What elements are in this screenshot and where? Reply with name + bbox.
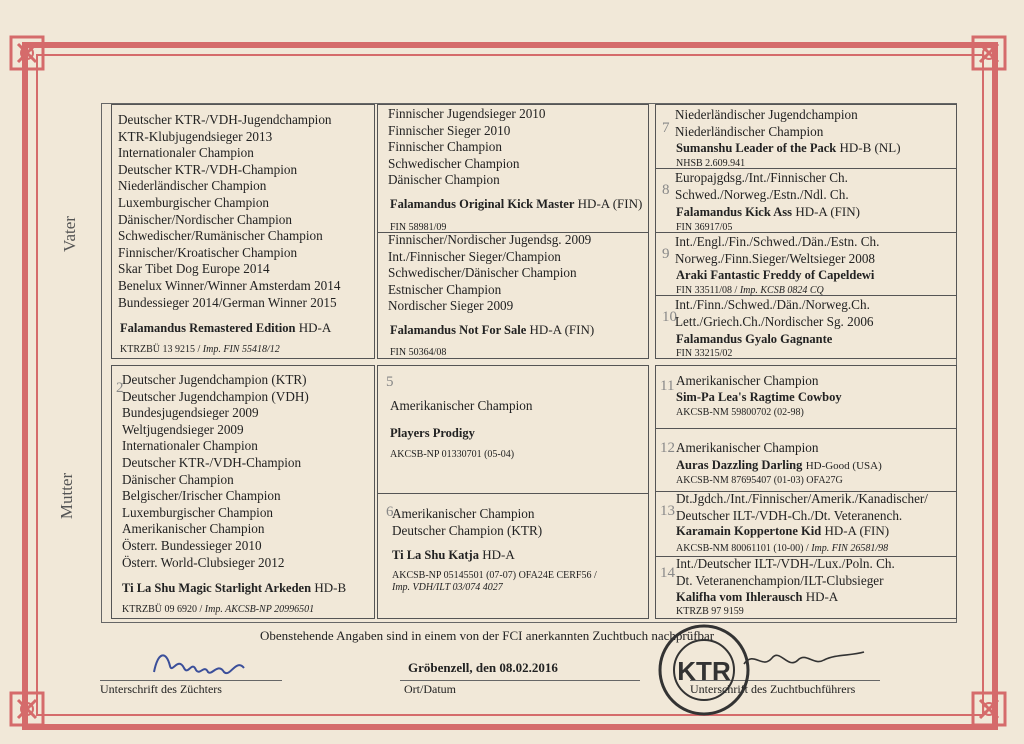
vm-titles [388, 232, 591, 315]
title-line: Amerikanischer Champion [676, 373, 819, 388]
hd-value: HD-Good (USA) [805, 460, 882, 472]
place-date: Gröbenzell, den 08.02.2016 [408, 660, 558, 675]
g8-titles [675, 170, 849, 203]
title-line: Dänischer/Nordischer Champion [118, 211, 292, 227]
dog-name: Sim-Pa Lea's Ragtime Cowboy [676, 390, 842, 404]
title-line: Finnischer Sieger 2010 [388, 122, 511, 138]
g7-name-line [676, 140, 901, 157]
divider [377, 493, 649, 494]
g11-name-line [676, 389, 842, 406]
title-line: Finnischer Champion [388, 139, 502, 155]
title-line: Schwed./Norweg./Estn./Ndl. Ch. [675, 186, 849, 202]
title-line: Dt. Veteranenchampion/ILT-Clubsieger [676, 572, 884, 588]
corner-ornament-icon [970, 690, 1008, 728]
corner-ornament-icon [970, 34, 1008, 72]
ancestor-number: 13 [660, 503, 675, 519]
title-line: Amerikanischer Champion [122, 521, 265, 537]
hd-value: HD-A (FIN) [577, 196, 643, 211]
dog-name: Ti La Shu Magic Starlight Arkeden [122, 581, 312, 595]
title-line: Schwedischer Champion [388, 155, 520, 171]
registration-number: AKCSB-NP 01330701 (05-04) [390, 449, 515, 460]
title-line: Deutscher Jugendchampion (KTR) [122, 372, 307, 387]
title-line: Weltjugendsieger 2009 [122, 421, 244, 437]
title-line: Amerikanischer Champion [676, 440, 819, 455]
hd-value: HD-A [805, 589, 839, 604]
mutter-registration [122, 602, 314, 619]
import-number: Imp. KCSB 0824 CQ [739, 285, 824, 296]
dog-name: Falamandus Remastered Edition [120, 321, 296, 335]
title-line: Bundessieger 2014/German Winner 2015 [118, 294, 337, 310]
signature-line [100, 680, 282, 681]
registration-number: AKCSB-NM 87695407 (01-03) OFA27G [676, 475, 843, 486]
registration-number: FIN 33215/02 [676, 348, 733, 359]
dog-name: Auras Dazzling Darling [676, 458, 803, 472]
registration-number: AKCSB-NP 05145501 (07-07) OFA24E CERF56 / [392, 570, 597, 581]
title-line: Finnischer/Kroatischer Champion [118, 244, 298, 260]
hd-value: HD-A (FIN) [824, 523, 890, 538]
g13-name-line [676, 523, 889, 540]
title-line: Niederländischer Champion [118, 178, 267, 194]
title-line: Dänischer Champion [388, 172, 500, 188]
registration-number: NHSB 2.609.941 [676, 158, 746, 169]
registrar-signature-icon [740, 640, 870, 676]
ancestor-number: 10 [662, 309, 677, 325]
mm-registration [392, 570, 597, 594]
mutter-name-line [122, 580, 346, 597]
title-line: Deutscher Champion (KTR) [392, 522, 543, 538]
breeder-signature-icon [148, 646, 260, 682]
ancestor-number: 12 [660, 440, 675, 456]
hd-value: HD-A (FIN) [795, 204, 860, 219]
ancestor-number: 8 [662, 182, 670, 198]
title-line: Internationaler Champion [122, 438, 258, 454]
title-line: Bundesjugendsieger 2009 [122, 405, 259, 421]
g14-titles [676, 556, 895, 589]
title-line: Deutscher KTR-/VDH-Champion [122, 454, 302, 470]
mm-name-line [392, 547, 515, 564]
fci-statement: Obenstehende Angaben sind in einem von der FCI anerkannten Zuchtbuch nachprüfbar [260, 628, 715, 643]
corner-ornament-icon [8, 690, 46, 728]
vv-name-line [390, 196, 642, 213]
title-line: Österr. World-Clubsieger 2012 [122, 554, 285, 570]
title-line: Int./Finnischer Sieger/Champion [388, 248, 561, 264]
title-line: Benelux Winner/Winner Amsterdam 2014 [118, 277, 341, 293]
title-line: Norweg./Finn.Sieger/Weltsieger 2008 [675, 250, 876, 266]
title-line: Dt.Jgdch./Int./Finnischer/Amerik./Kanadischer/ [676, 491, 928, 506]
import-number: Imp. AKCSB-NP 20996501 [204, 604, 315, 615]
import-number: Imp. VDH/ILT 03/074 4027 [392, 582, 503, 593]
title-line: Skar Tibet Dog Europe 2014 [118, 261, 270, 277]
vm-name-line [390, 322, 594, 339]
registration-number: FIN 58981/09 [390, 222, 447, 233]
dog-name: Araki Fantastic Freddy of Capeldewi [676, 268, 875, 282]
g10-titles [675, 297, 874, 330]
title-line: Belgischer/Irischer Champion [122, 488, 281, 504]
title-line: Finnischer/Nordischer Jugendsg. 2009 [388, 232, 592, 247]
title-line: Deutscher KTR-/VDH-Champion [118, 161, 298, 177]
hd-value: HD-B (NL) [839, 140, 901, 155]
title-line: Amerikanischer Champion [390, 398, 533, 413]
ancestor-number: 11 [660, 378, 675, 394]
title-line: Amerikanischer Champion [392, 506, 535, 521]
g12-name-line [676, 457, 882, 475]
import-number: Imp. FIN 55418/12 [202, 344, 280, 355]
g9-name-line [676, 267, 874, 284]
registration-number: KTRZB 97 9159 [676, 606, 744, 617]
hd-value: HD-A [482, 547, 515, 562]
ancestor-number: 6 [386, 504, 394, 520]
title-line: Dänischer Champion [122, 471, 234, 487]
g12-titles [676, 440, 818, 457]
vv-titles [388, 106, 546, 189]
ancestor-number: 7 [662, 120, 670, 136]
hd-value: HD-B [314, 580, 347, 595]
side-label-mutter: Mutter [57, 472, 77, 520]
title-line: Deutscher ILT-/VDH-Ch./Dt. Veteranench. [676, 507, 903, 523]
title-line: Int./Engl./Fin./Schwed./Dän./Estn. Ch. [675, 234, 880, 249]
title-line: Lett./Griech.Ch./Nordischer Sg. 2006 [675, 313, 874, 329]
mutter-titles [122, 372, 309, 571]
title-line: Niederländischer Jugendchampion [675, 107, 858, 122]
vater-name-line [120, 320, 331, 337]
corner-ornament-icon [8, 34, 46, 72]
ktr-stamp-icon [658, 624, 750, 716]
mv-name-line [390, 425, 475, 442]
divider [655, 428, 957, 429]
title-line: Deutscher KTR-/VDH-Jugendchampion [118, 112, 332, 127]
g9-titles [675, 234, 879, 267]
registration-number: KTRZBÜ 13 9215 / [120, 344, 203, 355]
dog-name: Kalifha vom Ihlerausch [676, 590, 803, 604]
registration-number: FIN 33511/08 / [676, 285, 740, 296]
dog-name: Ti La Shu Katja [392, 548, 479, 562]
registration-number: FIN 50364/08 [390, 347, 447, 358]
g11-titles [676, 373, 818, 390]
signature-line [400, 680, 640, 681]
title-line: Luxemburgischer Champion [122, 504, 274, 520]
title-line: Int./Deutscher ILT-/VDH-/Lux./Poln. Ch. [676, 556, 895, 571]
dog-name: Sumanshu Leader of the Pack [676, 141, 837, 155]
ancestor-number: 2 [116, 380, 124, 396]
title-line: Österr. Bundessieger 2010 [122, 537, 262, 553]
dog-name: Players Prodigy [390, 426, 475, 440]
g13-titles [676, 491, 928, 524]
registration-number: KTRZBÜ 09 6920 / [122, 604, 205, 615]
title-line: Schwedischer/Dänischer Champion [388, 265, 577, 281]
dog-name: Karamain Koppertone Kid [676, 524, 822, 538]
g7-titles [675, 107, 858, 140]
dog-name: Falamandus Not For Sale [390, 323, 527, 337]
ancestor-number: 5 [386, 374, 394, 390]
title-line: Deutscher Jugendchampion (VDH) [122, 388, 309, 404]
registration-number: AKCSB-NM 59800702 (02-98) [676, 407, 804, 418]
stamp-text: KTR [677, 656, 731, 686]
hd-value: HD-A (FIN) [529, 322, 595, 337]
mv-titles [390, 398, 532, 415]
hd-value: HD-A [298, 320, 332, 335]
vater-titles [118, 112, 340, 311]
registration-number: FIN 36917/05 [676, 222, 733, 233]
dog-name: Falamandus Kick Ass [676, 205, 793, 219]
dog-name: Falamandus Gyalo Gagnante [676, 332, 833, 346]
vater-registration [120, 342, 280, 359]
title-line: Int./Finn./Schwed./Dän./Norweg.Ch. [675, 297, 870, 312]
ancestor-number: 9 [662, 246, 670, 262]
import-number: Imp. FIN 26581/98 [811, 543, 889, 554]
title-line: Schwedischer/Rumänischer Champion [118, 228, 323, 244]
breeder-signature-label: Unterschrift des Züchters [100, 682, 222, 696]
title-line: Luxemburgischer Champion [118, 194, 270, 210]
ancestor-number: 14 [660, 565, 675, 581]
title-line: KTR-Klubjugendsieger 2013 [118, 128, 273, 144]
title-line: Niederländischer Champion [675, 123, 824, 139]
dog-name: Falamandus Original Kick Master [390, 197, 575, 211]
ort-datum-label: Ort/Datum [404, 682, 456, 696]
side-label-vater: Vater [59, 216, 79, 252]
title-line: Internationaler Champion [118, 145, 254, 161]
mm-titles [392, 506, 542, 539]
title-line: Finnischer Jugendsieger 2010 [388, 106, 546, 121]
g8-name-line [676, 204, 860, 221]
registration-number: AKCSB-NM 80061101 (10-00) / [676, 543, 812, 554]
title-line: Europajgdsg./Int./Finnischer Ch. [675, 170, 848, 185]
title-line: Estnischer Champion [388, 281, 502, 297]
registrar-signature-label: Unterschrift des Zuchtbuchführers [690, 682, 856, 696]
title-line: Nordischer Sieger 2009 [388, 298, 514, 314]
